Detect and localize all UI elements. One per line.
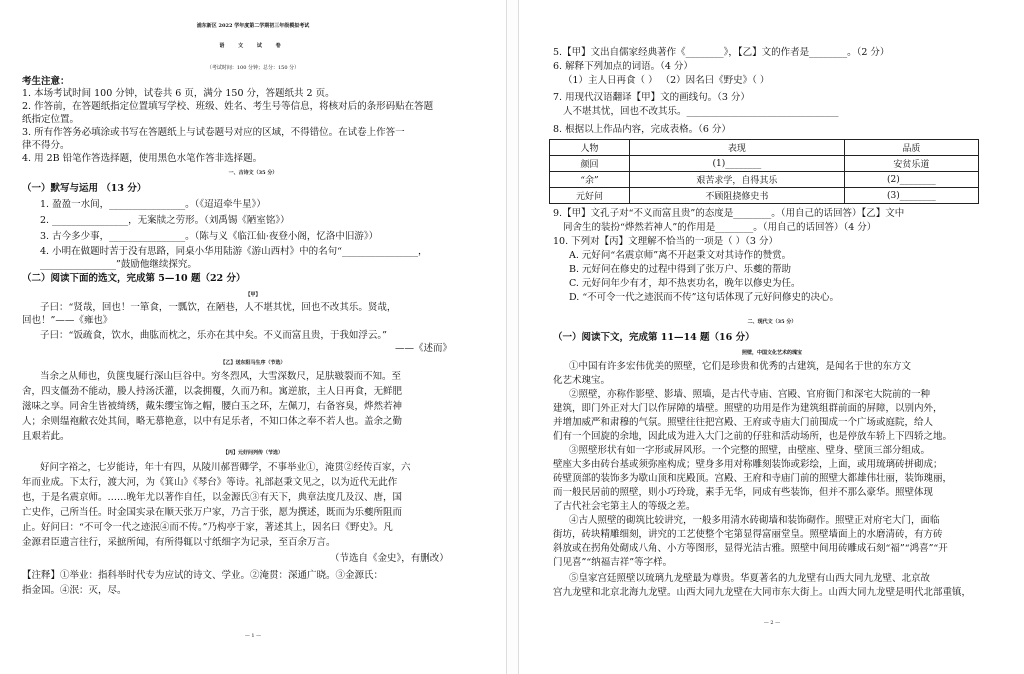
- question-10: 10. 下列对【丙】文理解不恰当的一项是（ ）（3 分）: [553, 236, 778, 247]
- text-yi-line: 滋味之享。同舍生皆被绮绣，戴朱缨宝饰之帽，腰白玉之环，左佩刀，右备容臭，烨然若神: [22, 401, 403, 412]
- part-1-heading: （一）默写与运用 （13 分）: [22, 183, 147, 194]
- table-header: 品质: [844, 140, 978, 156]
- question-4-cont: ________________”鼓励他继续探究。: [40, 259, 197, 270]
- table-header: 人物: [550, 140, 630, 156]
- table-row: [550, 172, 979, 188]
- essay-line: 门见喜”“纳福吉祥”等字样。: [553, 557, 673, 568]
- essay-title: 照壁，中国文化艺术的瑰宝: [741, 350, 802, 356]
- text-jia-line: 回也！”——《雍也》: [22, 315, 113, 326]
- table-cell: (1)________: [629, 156, 844, 172]
- text-yi-line: 且艰若此。: [22, 431, 70, 442]
- text-bing-source: （节选自《金史》，有删改）: [330, 553, 449, 564]
- table-cell: (3)________: [844, 188, 978, 204]
- essay-line: 宫九龙壁和北京北海九龙壁。山西大同九龙壁在大同市东大街上。山西大同九龙壁是明代北部重镇，: [553, 587, 972, 598]
- exam-title: 浦东新区 2022 学年度第二学期初三年级模拟考试: [196, 23, 310, 29]
- question-4: 4. 小明在做题时苦于没有思路，同桌小华用陆游《游山西村》中的名句“________________，: [40, 246, 428, 257]
- page-number: — 2 —: [763, 620, 781, 626]
- exam-page-1: [0, 0, 507, 674]
- essay-line: 斜放或在拐角处砌成八角、小方等图形，显得光洁古雅。照壁中间用砖雕成石刻“福”“鸿喜”“开: [553, 543, 948, 554]
- question-1: 1. 盈盈一水间，________________。（《迢迢牵牛星》）: [40, 199, 266, 210]
- annotation-line: 【注释】①举业：指科举时代专为应试的诗文、学业。②淹贯：深通广晓。③金源氏：: [22, 570, 384, 581]
- page-number: — 1 —: [244, 633, 262, 639]
- exam-info: （考试时间：100 分钟；总分：150 分）: [206, 65, 300, 71]
- text-bing-line: 止。好问曰：“不可令一代之迹泯④而不传。”乃构亭于家，著述其上，因名曰《野史》。凡: [22, 522, 393, 533]
- essay-line: ②照壁，亦称作影壁、影墙、照墙，是古代寺庙、宫殿、官府衙门和深宅大院前的一种: [569, 389, 931, 400]
- table-cell: 不顾阻挠修史书: [629, 188, 844, 204]
- question-5: 5.【甲】文出自儒家经典著作《________》，【乙】文的作者是________。（2 分）: [553, 47, 890, 58]
- text-yi-line: 人；余则缊袍敝衣处其间，略无慕艳意，以中有足乐者，不知口体之奉不若人也。盖余之勤: [22, 416, 403, 427]
- essay-line: 而一般民居前的照壁，则小巧玲珑，素手无华，同成有些装饰，但并不那么豪华。照壁体现: [553, 487, 934, 498]
- annotation-line: 指金国。④泯：灭，尽。: [22, 585, 127, 596]
- table-cell: (2)________: [844, 172, 978, 188]
- text-yi-line: 当余之从师也，负箧曳屣行深山巨谷中。穷冬烈风，大雪深数尺，足肤皲裂而不知。至: [40, 371, 402, 382]
- text-bing-line: 亡史作，己所当任。时金国实录在顺天张万户家，乃言于张，愿为撰述，既而为乐夔所阻而: [22, 507, 403, 518]
- text-jia-source: ——《述而》: [395, 343, 453, 354]
- essay-line: 砖壁顶部的装饰多为歇山顶和庑殿顶。宫殿、王府和寺庙门前的照壁大都雄伟壮丽，装饰瑰丽，: [553, 473, 953, 484]
- note-line: 1. 本场考试时间 100 分钟，试卷共 6 页，满分 150 分，答题纸共 2 页。: [22, 88, 335, 99]
- question-8: 8. 根据以上作品内容，完成表格。（6 分）: [553, 124, 731, 135]
- essay-line: 们有一个回旋的余地，因此成为进入大门之前的仔驻和活动场所，也是停放车轿上下四轿之地。: [553, 431, 953, 442]
- text-jia-label: 【甲】: [245, 292, 261, 298]
- exam-subtitle: 语 文 试 卷: [219, 43, 287, 49]
- option-d: D. “不可令一代之迹泯而不传”这句话体现了元好问修史的决心。: [569, 292, 840, 303]
- option-a: A. 元好问“名震京师”离不开赵秉文对其诗作的赞赏。: [569, 250, 792, 261]
- notes-heading: 考生注意：: [22, 76, 70, 87]
- table-cell: 元好问: [550, 188, 630, 204]
- question-9: 9.【甲】文孔子对“不义而富且贵”的态度是________。（用自己的话回答）【乙】文中: [553, 208, 905, 219]
- note-line: 纸指定位置。: [22, 114, 80, 125]
- text-bing-line: 年而业成。下太行，渡大河，为《箕山》《琴台》等诗。礼部赵秉文见之，以为近代无此作: [22, 477, 398, 488]
- essay-line: 壁座大多由砖台基或须弥座构成；壁身多用对称雕刻装饰或彩绘，上面，或用琉璃砖拼砌成；: [553, 459, 943, 470]
- question-7: 7. 用现代汉语翻译【甲】文的画线句。（3 分）: [553, 92, 750, 103]
- section-2-heading: 二、现代文（35 分）: [747, 319, 797, 325]
- part-3-heading: （一）阅读下文，完成第 11—14 题（16 分）: [553, 332, 755, 343]
- essay-line: ⑤皇家宫廷照壁以琉璃九龙壁最为尊贵。华夏著名的九龙壁有山西大同九龙壁、北京故: [569, 573, 931, 584]
- essay-line: 街坊，砖块精雕细刻，讲究的工艺使整个宅第显得富丽堂皇。照壁墙面上的水磨清砖，有方砖: [553, 529, 943, 540]
- essay-line: ①中国有许多宏伟优美的照壁，它们是珍贵和优秀的古建筑，是闻名于世的东方文: [569, 361, 912, 372]
- essay-line: ④古人照壁的砌筑比较讲究，一般多用清水砖砌墙和装饰砌作。照壁正对府宅大门，面临: [569, 515, 940, 526]
- question-6-items: （1）主人日再食（ ） （2）因名曰《野史》（ ）: [563, 75, 770, 86]
- note-line: 4. 用 2B 铅笔作答选择题，使用黑色水笔作答非选择题。: [22, 153, 263, 164]
- option-c: C. 元好问年少有才，却不热衷功名，晚年以修史为任。: [569, 278, 801, 289]
- question-6: 6. 解释下列加点的词语。（4 分）: [553, 61, 693, 72]
- question-2: 2. ________________，无案牍之劳形。（刘禹锡《陋室铭》）: [40, 215, 290, 226]
- text-yi-line: 舍，四支僵劲不能动，媵人持汤沃灌，以衾拥覆，久而乃和。寓逆旅，主人日再食，无鲜肥: [22, 386, 403, 397]
- table-header-row: [550, 140, 979, 156]
- essay-line: 化艺术瑰宝。: [553, 375, 611, 386]
- text-jia-line: 子曰：“饭疏食，饮水，曲肱而枕之，乐亦在其中矣。不义而富且贵，于我如浮云。”: [40, 330, 387, 341]
- option-b: B. 元好问在修史的过程中得到了张万户、乐夔的帮助: [569, 264, 792, 275]
- text-jia-line: 子曰：“贤哉，回也！一箪食，一瓢饮，在陋巷，人不堪其忧，回也不改其乐。贤哉，: [40, 302, 397, 313]
- table-row: [550, 156, 979, 172]
- table-cell: 颜回: [550, 156, 630, 172]
- table-row: [550, 188, 979, 204]
- essay-line: ③照壁形状有如一字形或屏风形。一个完整的照壁，由壁座、壁身、壁顶三部分组成。: [569, 445, 931, 456]
- text-bing-line: 好问字裕之，七岁能诗，年十有四，从陵川郝晋卿学，不事举业①，淹贯②经传百家，六: [40, 462, 411, 473]
- essay-line: 建筑，即门外正对大门以作屏障的墙壁。照壁的功用是作为建筑组群前面的屏障，以别内外，: [553, 403, 943, 414]
- exam-page-2: [518, 0, 1024, 674]
- section-1-heading: 一、古诗文（35 分）: [228, 170, 278, 176]
- note-line: 律不得分。: [22, 140, 70, 151]
- text-bing-line: 也，于是名震京师。……晚年尤以著作自任，以金源氏③有天下，典章法度几及汉、唐，国: [22, 492, 403, 503]
- table-cell: 安贫乐道: [844, 156, 978, 172]
- note-line: 2. 作答前，在答题纸指定位置填写学校、班级、姓名、考生号等信息，将核对后的条形码贴在答题: [22, 101, 434, 112]
- text-bing-title: 【丙】元好问列传（节选）: [222, 450, 283, 456]
- text-yi-title: 【乙】送东阳马生序（节选）: [220, 360, 286, 366]
- part-2-heading: （二）阅读下面的选文，完成第 5—10 题（22 分）: [22, 273, 246, 284]
- question-9-cont: 同舍生的装扮“烨然若神人”的作用是________。（用自己的话回答）（4 分）: [563, 222, 877, 233]
- essay-line: 了古代社会宅第主人的等级之差。: [553, 501, 696, 512]
- table-cell: 艰苦求学，自得其乐: [629, 172, 844, 188]
- answer-table: [549, 139, 979, 204]
- question-7-sentence: 人不堪其忧，回也不改其乐。________________________________: [563, 106, 839, 117]
- table-header: 表现: [629, 140, 844, 156]
- note-line: 3. 所有作答务必填涂或书写在答题纸上与试卷题号对应的区域，不得错位。在试卷上作答一: [22, 127, 405, 138]
- text-bing-line: 金源君臣遗言往行，采摭所闻，有所得辄以寸纸细字为记录，至百余万言。: [22, 537, 336, 548]
- essay-line: 并增加威严和肃穆的气氛。照壁往往把宫殿、王府或寺庙大门前围成一个广场或庭院，给人: [553, 417, 934, 428]
- table-cell: “余”: [550, 172, 630, 188]
- question-3: 3. 古今多少事，________________。（陈与义《临江仙·夜登小阁，忆洛中旧游》）: [40, 231, 379, 242]
